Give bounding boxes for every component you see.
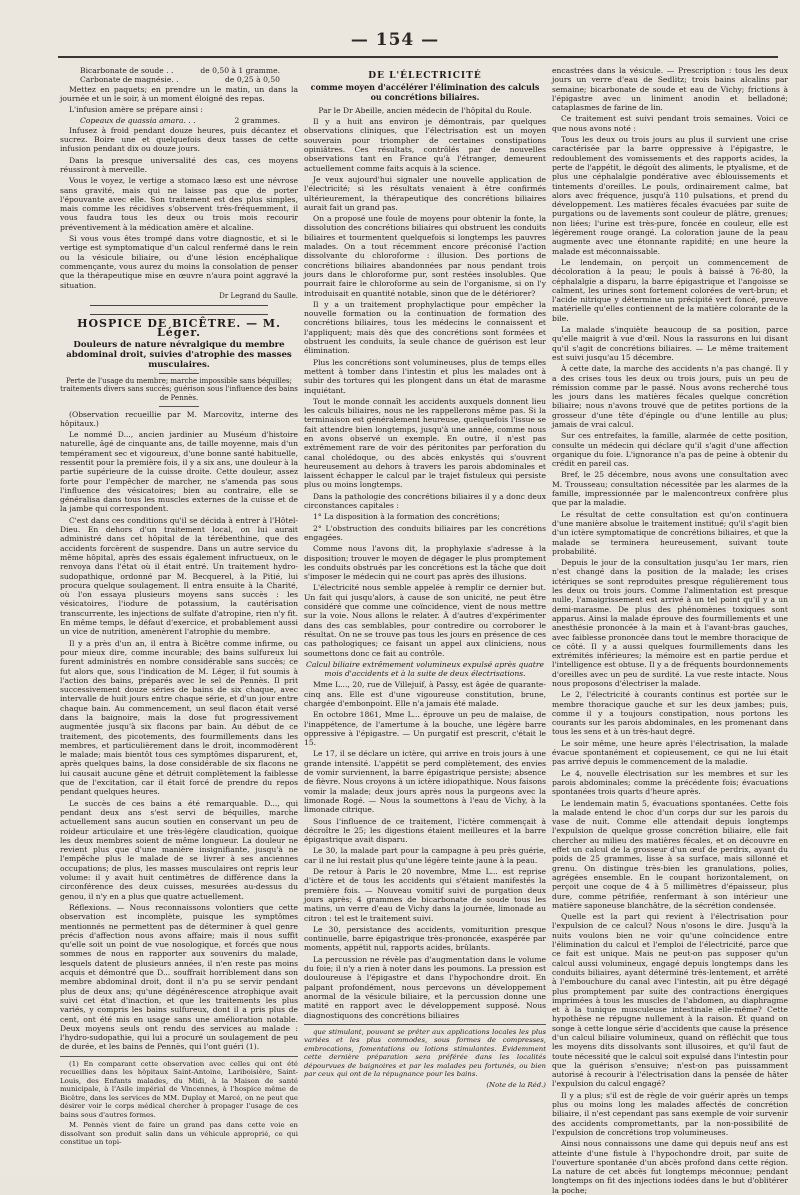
paragraph: Le 30, la malade part pour la campagne à peu près guérie, car il ne lui restait plus qu'une légère teinte jaune à la peau. (304, 846, 546, 865)
paragraph: Le 4, nouvelle électrisation sur les membres et sur les parois abdominales; comme la précédente fois; évacuations spontanées trois quarts d'heure après. (552, 768, 788, 797)
recipe-infusion (80, 116, 298, 125)
paragraph: La malade s'inquiète beaucoup de sa position, parce qu'elle maigrit à vue d'œil. Nous la rassurons en lui disant qu'il s'agit de concrétions biliaires. — Le même traitement est suivi jusqu'au 15 décembre. (552, 325, 788, 362)
paragraph: Plus les concrétions sont volumineuses, plus de temps elles mettent à tomber dans l'intestin et plus les malades ont à subir des tortures qui les plongent dans un état de marasme inquiétant. (304, 357, 546, 395)
paragraph: Mettez en paquets; en prendre un le matin, un dans la journée et un le soir, à un moment éloigné des repas. (60, 84, 298, 103)
paragraph: Tous les deux ou trois jours au plus il survient une crise caractérisée par la barre oppressive à l'épigastre, le redoublement des vomissements et des rapports acides, la perte de l'appétit, le dégoût des aliments, le ptyalisme, et de plus une céphalalgie pondérative avec éblouissements et tintements d'oreilles. Le pouls, ordinairement calme, bat alors avec fréquence, jusqu'à 110 pulsations, et prend du développement. Les matières fécales évacuées par suite de purgations ou de lavements sont couleur de plâtre, grenues; non liées; l'urine est très-pure, foncée en couleur, elle est légèrement rouge orangé. La coloration jaune de la peau augmente avec une étonnante rapidité; en une heure la malade est méconnaissable. (552, 135, 788, 256)
footnote (60, 1056, 298, 1147)
paragraph: Dans la presque universalité des cas, ces moyens réussiront à merveille. (60, 155, 298, 174)
paragraph: Vous le voyez, le vertige a stomaco læso est une névrose sans gravité, mais qui ne laisse pas que de porter l'épouvante avec elle. Son traitement est des plus simples, mais comme les récidives s'observent très-fréquemment, il vous faudra tous les deux ou trois mois recourir préventivement à la médication amère et alcaline. (60, 176, 298, 232)
paragraph: Le soir même, une heure après l'électrisation, la malade évacue spontanément et copieusement, ce qui ne lui était pas arrivé depuis le commencement de la maladie. (552, 738, 788, 767)
paragraph: Le 17, il se déclare un ictère, qui arrive en trois jours à une grande intensité. L'appétit se perd complètement, des envies de vomir surviennent, la barre épigastrique persiste; absence de fièvre. Nous croyons à un ictère idiopathique. Nous faisons vomir la malade; deux jours après nous la purgeons avec la limonade Rogé. — Nous la soumettons à l'eau de Vichy, à la limonade citrique. (304, 749, 546, 815)
article-title: DE L'ÉLECTRICITÉ (368, 71, 482, 81)
paragraph: L'infusion amère se prépare ainsi : (69, 105, 203, 115)
paragraph: Si vous vous êtes trompé dans votre diagnostic, et si le vertige est symptomatique d'un calcul renfermé dans le rein ou la vésicule biliaire, ou d'une lésion encéphalique commençante, vous aurez du moins la consolation de penser que la thérapeutique mise en œuvre n'aura point aggravé la situation. (60, 234, 298, 290)
paragraph: Sur ces entrefaites, la famille, alarmée de cette position, consulte un médecin qui déclare qu'il s'agit d'une affection organique du foie. L'ignorance n'a pas de peine à obtenir du crédit en pareil cas. (552, 431, 788, 469)
paragraph: encastrées dans la vésicule. — Prescription : tous les deux jours un verre d'eau de Sedlitz; trois bains alcalins par semaine; bicarbonate de soude et eau de Vichy; frictions à l'épigastre avec un liniment anodin et belladoné; cataplasmes de farine de lin. (552, 66, 788, 113)
paragraph: Quelle est la part qui revient à l'électrisation pour l'expulsion de ce calcul? Nous n'osons le dire. Jusqu'à la nuits voulons bien ne voir qu'une coïncidence entre l'élimination du calcul et l'emploi de l'électricité, parce que ce fait est unique. Mais ne peut-on pas supposer qu'un calcul aussi volumineux, engagé depuis longtemps dans les conduits biliaires, ayant déterminé très-lentement, et arrêté à l'embouchure du canal avec l'intestin, ait pu être dégagé plus promptement par suite des contractions énergiques imprimées à tous les muscles de l'abdomen, au diaphragme et à la tunique musculeuse intestinale elle-même? Cette hypothèse ne répugne nullement à la raison. Et quand on songe à cette longue série d'accidents que cause la présence d'un calcul biliaire volumineux, quand on réfléchit que tous les moyens dits dissolvants sont illusoires, et qu'il faut de toute nécessité que le calcul soit expulsé dans l'intestin pour que la guérison s'ensuive; n'est-on pas puissamment autorisé à recourir à l'électrisation dans la pensée de hâter l'expulsion du calcul engagé? (552, 912, 788, 1089)
paragraph: Comme nous l'avons dit, la prophylaxie s'adresse à la disposition; trouver le moyen de dégager le plus promptement les conduits obstrués par les concrétions est la tâche que doit s'imposer le médecin qui ne court pas après des illusions. (304, 544, 546, 582)
paragraph: Le lendemain matin 5, évacuations spontanées. Cette fois la malade entend le choc d'un corps dur sur les parois du vase de nuit. Comme elle attendait depuis longtemps l'expulsion de quelque grosse concrétion biliaire, elle fait chercher au milieu des matières fécales, et on découvre en effet un calcul de la grosseur d'un œuf de perdrix, ayant du poids de 25 grammes, lisse à sa surface, mais sillonné et grenu. On distingue très-bien les granulations, polies, agrégées ensemble. En le coupant horizontalement, on perçoit une coque de 4 à 5 millimètres d'épaisseur, plus dure, comme pétrifiée, renfermant à son intérieur une matière saponeuse blanchâtre, de la sécrétion condensée. (552, 798, 788, 910)
recipe-row (80, 75, 280, 84)
paragraph: Réflexions. — Nous reconnaissons volontiers que cette observation est incomplète, puisque les symptômes mentionnés ne permettent pas de déterminer à quel genre précis d'affection nous avons affaire; mais il nous suffit qu'elle soit un point de vue nosologique, et forcés que nous sommes de nous en rapporter aux souvenirs du malade, lesquels datent de plusieurs années, il n'en reste pas moins acquis et démontré que D... souffrait horriblement dans son membre abdominal droit, dont il n'a pu se servir pendant plus de deux ans; qu'une dégénérescence atrophique avait suivi cet état d'inaction, et que les traitements les plus variés, y compris les bains sulfureux, dont il a pris plus de cent, ont été mis en usage sans une amélioration notable. Deux moyens seuls ont rendu des services au malade : l'hydro-sudopathie, qui lui a procuré un soulagement de peu de durée, et les bains de Pennès, qui l'ont guéri (1). (60, 902, 298, 1052)
section-subtitle: Douleurs de nature névralgique du membre abdominal droit, suivies d'atrophie des masses musculaires. (66, 339, 292, 370)
paragraph: C'est dans ces conditions qu'il se décida à entrer à l'Hôtel-Dieu. En dehors d'un traitement local, on lui aurait administré dans cet hôpital de la térébenthine, que des accidents forcèrent de suspendre. Dans un autre service du même hôpital, après des essais également infructueux, on le renvoya dans l'état où il était entré. Un traitement hydro-sudopathique, ordonné par M. Becquerel, à la Pitié, lui procura quelque soulagement. Il entra ensuite à la Charité, où l'on essaya plusieurs moyens sans succès : les vésicatoires, l'iodure de potassium, la cautérisation transcurrente, les injections de sulfate d'atropine, rien n'y fit. En même temps, le défaut d'exercice, et probablement aussi un vice de nutrition, amenèrent l'atrophie du membre. (60, 515, 298, 637)
footnote-ref: (Note de la Réd.) (486, 1080, 546, 1089)
paragraph: De retour à Paris le 20 novembre, Mme L... est reprise d'ictère et de tous les accidents qui s'étaient manifestés la première fois. — Nouveau vomitif suivi de purgation deux jours après; 4 grammes de bicarbonate de soude tous les matins, un verre d'eau de Vichy dans la journée, limonade au citron : tel est le traitement suivi. (304, 867, 546, 923)
paragraph: Tout le monde connaît les accidents auxquels donnent lieu les calculs biliaires, nous ne les rappellerons même pas. Si la terminaison est généralement heureuse, quelquefois l'issue se fait attendre bien longtemps, jusqu'à une année, comme nous en avons observé un exemple. En outre, il n'est pas extrêmement rare de voir des péritonites par perforation du canal cholédoque, ou des abcès enkystés qui s'ouvrent heureusement au dehors à travers les parois abdominales et laissent échapper le calcul par le trajet fistuleux qui persiste plus ou moins longtemps. (304, 396, 546, 490)
paragraph: 1° La disposition à la formation des concrétions; (313, 512, 500, 522)
paragraph: Le succès de ces bains a été remarquable. D..., qui pendant deux ans s'est servi de béquilles, marche actuellement sans aucun soutien en conservant un peu de roideur articulaire et une très-légère claudication, quoique les deux membres soient de même longueur. La douleur ne revient plus que d'une manière insignifiante, jusqu'à ne l'empêche plus le malade de se livrer à ses anciennes occupations; de plus, les masses musculaires ont repris leur volume: il y avait huit centimètres de différence dans la circonférence des deux cuisses, mesurées au-dessus du genou, il n'y en a plus que quatre actuellement. (60, 798, 298, 901)
paragraph: On a proposé une foule de moyens pour obtenir la fonte, la dissolution des concrétions biliaires qui obstruent les conduits biliaires et tourmentent quelquefois si longtemps les pauvres malades. On a tout récemment encore préconisé l'action dissolvante du chloroforme : illusion. Des portions de concrétions biliaires abandonnées par nous pendant trois jours dans le chloroforme pur, sont restées insolubles. Que pourrait faire le chloroforme au sein de l'organisme, si on l'y introduisait en quantité notable, sinon que de le détériorer? (304, 214, 546, 298)
recipe-item: Bicarbonate de soude . . (80, 66, 174, 75)
paragraph: Infusez à froid pendant douze heures, puis décantez et sucrez. Boire une et quelquefois deux tasses de cette infusion pendant dix ou douze jours. (60, 125, 298, 154)
section-title: HOSPICE DE BICÊTRE. — M. Léger. (77, 317, 281, 340)
paragraph: Depuis le jour de la consultation jusqu'au 1er mars, rien n'est changé dans la position de la malade; les crises ictériques se sont reproduites presque régulièrement tous les deux ou trois jours. Comme l'alimentation est presque nulle, l'amaigrissement est arrivé à un tel point qu'il y a un demi-marasme. De plus des phénomènes toxiques sont apparus. Ainsi la malade éprouve des fourmillements et une anesthésie prononcée à la main et à l'avant-bras gauches, avec faiblesse prononcée dans tout le membre thoracique de ce côté. Il y a aussi quelques fourmillements dans les extrémités inférieures; la mémoire est en partie perdue et l'intelligence est obtuse. Il y a de fréquents bourdonnements d'oreilles avec un peu de surdité. La vue reste intacte. Nous nous proposons d'électriser la malade. (552, 558, 788, 688)
paragraph: Il y a plus; s'il est de règle de voir guérir après un temps plus ou moins long les malades affectés de concrétion biliaire, il n'est cependant pas sans exemple de voir survenir des accidents compromettants, par la non-possibilité de l'expulsion de concrétions trop volumineuses. (552, 1090, 788, 1137)
paragraph: Il y a près d'un an, il entra à Bicêtre comme infirme, ou pour mieux dire, comme incurable; des bains sulfureux lui furent administrés en nombre considérable sans succès; ce fut alors que, sous l'indication de M. Léger, il fut soumis à l'action des bains, préparés avec le sel de Pennès. Il prit successivement douze séries de bains de six chaque, avec intervalle de huit jours entre chaque série, et d'un jour entre chaque bain. Au commencement, un seul flacon était versé dans la baignoire, mais la dose fut progressivement augmentée jusqu'à six flacons par bain. Au début de ce traitement, des picotements, des fourmillements dans les membres, et particulièrement dans le droit, incommodèrent le malade; mais bientôt tous ces symptômes disparurent, et, après quelques bains, la dose considérable de six flacons ne lui causait aucune gêne et détruit complètement la faiblesse que de l'excitation, car il était forcé de prendre du repos pendant quelques heures. (60, 638, 298, 797)
recipe-qty: 2 grammes. (234, 116, 280, 126)
paragraph: Il y a un traitement prophylactique pour empêcher la nouvelle formation ou la continuation de formation des concrétions biliaires, tous les médecins le connaissent et l'appliquent; mais dès que des concrétions sont formées et obstruent les conduits, la seule chance de guérison est leur élimination. (304, 299, 546, 356)
footnote-text: que stimulant, pouvant se prêter aux applications locales les plus variées et les plus commodes, sous formes de compresses, embrocations, fomentations ou lotions stimulantes. Évidemment cette dernière préparation sera préférée dans les localités dépourvues de baignoires et par les malades peu fortunés, ou bien par ceux qui ont de la répugnance pour les bains. (304, 1027, 546, 1079)
footnote-text: M. Pennès vient de faire un grand pas dans cette voie en dissolvant son produit salin dans un véhicule approprié, ce qui constitue un topi- (60, 1121, 298, 1147)
header-rule (58, 56, 778, 58)
page-header (0, 28, 800, 58)
paragraph: Bref, le 25 décembre, nous avons une consultation avec M. Trousseau; consultation nécessitée par les alarmes de la famille, impressionnée par le malencontreux confrère plus que par la maladie. (552, 470, 788, 508)
paragraph: Sous l'influence de ce traitement, l'ictère commençait à décroître le 25; les digestions étaient meilleures et la barre épigastrique avait disparu. (304, 816, 546, 845)
footnote (304, 1024, 546, 1090)
paragraph: L'électricité nous semble appelée à remplir ce dernier but. Un fait qui jusqu'alors, à cause de son unicité, ne peut être considéré que comme une coïncidence, vient de nous mettre sur la voie. Nous allons le relater. À d'autres d'expérimenter dans des cas semblables, pour contredire ou corroborer le résultat. On ne se trouve pas tous les jours en présence de ces cas pathologiques; ce faisant un appel aux cliniciens, nous soumettons donc ce fait au contrôle. (304, 583, 546, 658)
paragraph: À cette date, la marche des accidents n'a pas changé. Il y a des crises tous les deux ou trois jours, puis un peu de rémission comme par le passé. Nous avons recherché tous les jours dans les matières fécales quelque concrétion biliaire; nous n'avons trouvé que de petites portions de la grosseur d'une tête d'épingle ou d'une lentille au plus; jamais de vrai calcul. (552, 364, 788, 429)
paragraph: Le résultat de cette consultation est qu'on continuera d'une manière absolue le traitement institué; qu'il s'agit bien d'un ictère symptomatique de concrétions biliaires, et que la malade se terminera heureusement, suivant toute probabilité. (552, 509, 788, 556)
paragraph: Ainsi nous connaissons une dame qui depuis neuf ans est atteinte d'une fistule à l'hypochondre droit, par suite de l'ouverture spontanée d'un abcès profond dans cette région. La nature de cet abcès fut longtemps méconnue; pendant longtemps on fit des injections iodées dans le but d'oblitérer la poche; (552, 1139, 788, 1195)
divider (159, 406, 199, 407)
ornament-divider (90, 305, 268, 315)
paragraph: Il y a huit ans environ je démontrais, par quelques observations cliniques, que l'électrisation est un moyen souverain pour triompher de certaines constipations opiniâtres. Ces résultats, contrôlés par de nouvelles observations tant en France qu'à l'étranger, demeurent actuellement comme faits acquis à la science. (304, 117, 546, 173)
footnote-text: (1) En comparant cette observation avec celles qui ont été recueillies dans les hôpitaux Saint-Antoine, Lariboisière, Saint-Louis, des Enfants malades, du Midi, à la Maison de santé municipale, à l'Asile impérial de Vincennes, à l'hospice même de Bicêtre, dans les services de MM. Duplay et Marcé, on ne peut que désirer voir le corps médical chercher à propager l'usage de ces bains sous d'autres formes. (60, 1059, 298, 1119)
paragraph: Le 30, persistance des accidents, vomiturition presque continuelle, barre épigastrique très-prononcée, exaspérée par moments, appétit nul, rapports acides, brûlants. (304, 924, 546, 953)
summary: Perte de l'usage du membre; marche impossible sans béquilles; traitements divers sans succès; guérison sous l'influence des bains de Pennès. (60, 376, 298, 402)
paragraph: Le 2, l'électricité à courants continus est portée sur le membre thoracique gauche et sur les deux jambes; puis, comme il y a toujours constipation, nous portons les courants sur les parois abdominales, en les promenant dans tous les sens et à un très-haut degré. (552, 690, 788, 737)
paragraph: Dans la pathologie des concrétions biliaires il y a donc deux circonstances capitales : (304, 491, 546, 511)
recipe-powder (80, 66, 298, 85)
column-right (552, 66, 788, 1195)
paragraph: En octobre 1861, Mme L... éprouve un peu de malaise, de l'inappétence, de l'amertume à la bouche, une légère barre oppressive à l'épigastre. — Un purgatif est prescrit, c'était le 15. (304, 710, 546, 748)
byline: Par le Dr Abeille, ancien médecin de l'hôpital du Roule. (318, 105, 532, 115)
paragraph: Mme L..., 20, rue de Villejuif, à Passy, est âgée de quarante-cinq ans. Elle est d'une vigoureuse constitution, brune, chargée d'embonpoint. Elle n'a jamais été malade. (304, 680, 546, 708)
paragraph: 2° L'obstruction des conduits biliaires par les concrétions engagées. (304, 523, 546, 542)
observation-credit: (Observation recueillie par M. Marcovitz, interne des hôpitaux.) (60, 409, 298, 428)
page-number: — 154 — (350, 30, 440, 50)
recipe-qty: de 0,25 à 0,50 (225, 75, 280, 85)
column-middle (304, 66, 546, 1166)
recipe-qty: de 0,50 à 1 gramme. (200, 66, 280, 75)
recipe-item: Carbonate de magnésie. . (80, 75, 179, 85)
paragraph: Le nommé D..., ancien jardinier au Muséum d'histoire naturelle, âgé de cinquante ans, de taille moyenne, mais d'un tempérament sec et vigoureux, d'une bonne santé habituelle, ressentit pour la première fois, il y a six ans, une douleur à la partie supérieure de la cuisse droite. Cette douleur, assez forte pour l'empêcher de marcher, ne s'amenda pas sous l'influence des vésicatoires; bien au contraire, elle se généralisa dans tous les muscles externes de la cuisse et de la jambe qui correspondent. (60, 430, 298, 514)
recipe-row (80, 116, 280, 125)
paragraph: Le lendemain, on perçoit un commencement de décoloration à la peau; le pouls à baissé à 76-80, la céphalalgie a disparu, la barre épigastrique et l'angoisse se calment, les urines sont fortement colorées de vert-brun; et l'acide nitrique y détermine un précipité vert foncé, preuve matérielle qu'elles contiennent de la matière colorante de la bile. (552, 257, 788, 323)
signature: Dr Legrand du Saulle. (219, 291, 298, 300)
column-left (60, 66, 298, 1166)
article-subtitle: comme moyen d'accélérer l'élimination des calculs ou concrétions biliaires. (310, 82, 540, 102)
paragraph: Ce traitement est suivi pendant trois semaines. Voici ce que nous avons noté : (552, 114, 788, 133)
case-title: Calcul biliaire extrêmement volumineux expulsé après quatre mois d'accidents et à la suite de deux électrisations. (306, 659, 544, 679)
recipe-row (80, 66, 280, 75)
recipe-item: Copeaux de quassia amara. . . (80, 116, 196, 126)
paragraph: La percussion ne révèle pas d'augmentation dans le volume du foie; il n'y a rien à noter dans les poumons. La pression est douloureuse à l'épigastre et dans l'hypochondre droit. En palpant profondément, nous percevons un développement anormal de la vésicule biliaire, et la percussion donne une matité en rapport avec le développement supposé. Nous diagnostiquons des concrétions biliaires (304, 954, 546, 1020)
paragraph: Je veux aujourd'hui signaler une nouvelle application de l'électricité; si les résultats venaient à être confirmés ultérieurement, la thérapeutique des concrétions biliaires aurait fait un grand pas. (304, 174, 546, 212)
divider (159, 373, 199, 374)
